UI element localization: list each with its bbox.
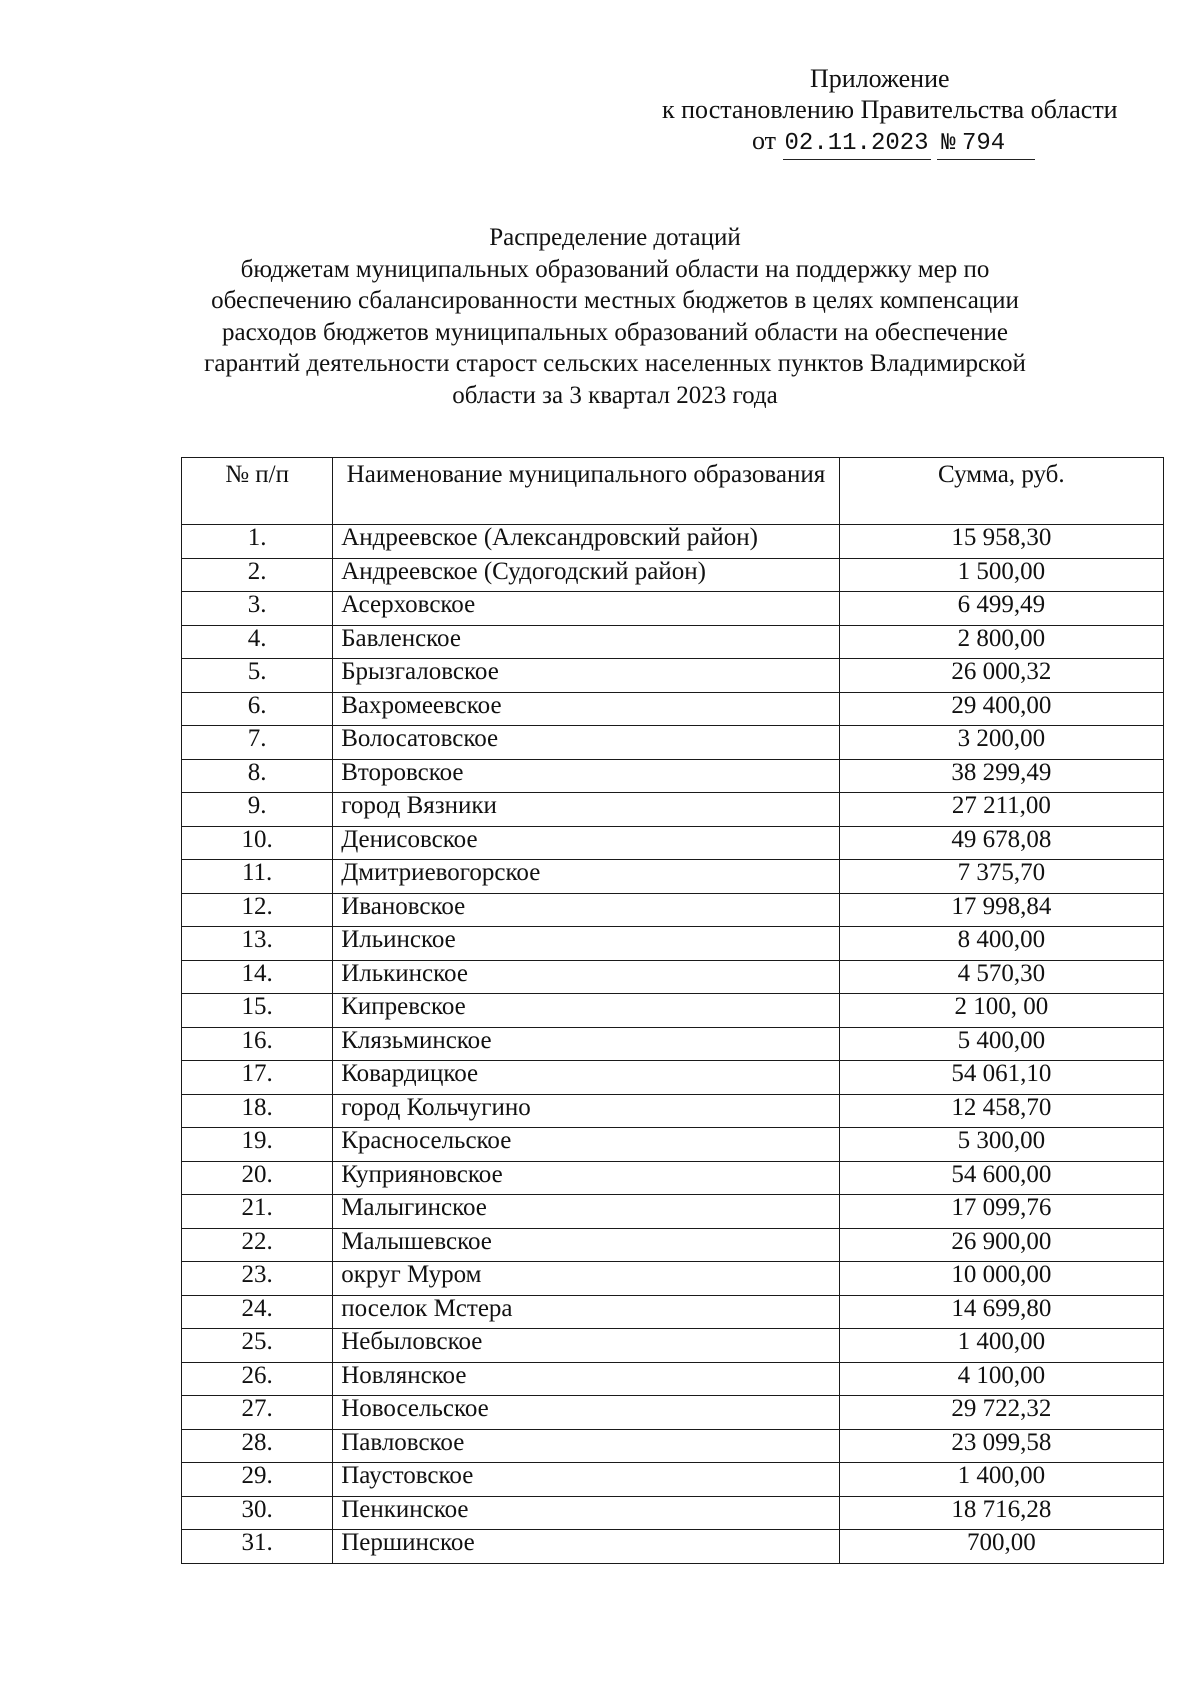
row-number: 18. <box>182 1094 333 1128</box>
row-number: 29. <box>182 1463 333 1497</box>
row-sum: 54 061,10 <box>839 1061 1163 1095</box>
row-sum: 700,00 <box>839 1530 1163 1564</box>
table-row <box>182 692 1164 726</box>
row-sum: 23 099,58 <box>839 1429 1163 1463</box>
distribution-table <box>181 457 1164 1564</box>
date-prefix: от <box>752 126 777 155</box>
row-number: 16. <box>182 1027 333 1061</box>
row-number: 1. <box>182 525 333 559</box>
row-name: округ Муром <box>333 1262 840 1296</box>
row-name: Красносельское <box>333 1128 840 1162</box>
table-row <box>182 1463 1164 1497</box>
row-number: 30. <box>182 1496 333 1530</box>
table-row <box>182 1362 1164 1396</box>
row-sum: 18 716,28 <box>839 1496 1163 1530</box>
table-row <box>182 1530 1164 1564</box>
row-number: 25. <box>182 1329 333 1363</box>
row-name: Дмитриевогорское <box>333 860 840 894</box>
table-header-row <box>182 458 1164 525</box>
row-number: 3. <box>182 592 333 626</box>
table-row <box>182 1262 1164 1296</box>
title-line-2: бюджетам муниципальных образований области на поддержку мер по <box>240 255 990 283</box>
table-row <box>182 659 1164 693</box>
row-sum: 3 200,00 <box>839 726 1163 760</box>
row-sum: 2 100, 00 <box>839 994 1163 1028</box>
row-number: 22. <box>182 1228 333 1262</box>
row-sum: 12 458,70 <box>839 1094 1163 1128</box>
header-name: Наименование муниципального образования <box>333 458 840 525</box>
table-row <box>182 1195 1164 1229</box>
row-name: Першинское <box>333 1530 840 1564</box>
row-number: 9. <box>182 793 333 827</box>
table-row <box>182 558 1164 592</box>
row-sum: 29 722,32 <box>839 1396 1163 1430</box>
appendix-block <box>600 63 1160 156</box>
row-number: 11. <box>182 860 333 894</box>
row-sum: 2 800,00 <box>839 625 1163 659</box>
table-row <box>182 960 1164 994</box>
row-sum: 5 300,00 <box>839 1128 1163 1162</box>
row-number: 31. <box>182 1530 333 1564</box>
table-row <box>182 1396 1164 1430</box>
row-sum: 49 678,08 <box>839 826 1163 860</box>
appendix-date-line <box>752 125 1200 156</box>
row-number: 28. <box>182 1429 333 1463</box>
row-number: 4. <box>182 625 333 659</box>
row-number: 17. <box>182 1061 333 1095</box>
row-name: Пенкинское <box>333 1496 840 1530</box>
title-line-3: обеспечению сбалансированности местных бюджетов в целях компенсации <box>211 287 1019 314</box>
row-sum: 38 299,49 <box>839 759 1163 793</box>
number-sign: № <box>941 130 956 157</box>
row-sum: 54 600,00 <box>839 1161 1163 1195</box>
row-number: 12. <box>182 893 333 927</box>
row-name: Андреевское (Судогодский район) <box>333 558 840 592</box>
table-row <box>182 1295 1164 1329</box>
row-number: 21. <box>182 1195 333 1229</box>
table-row <box>182 1128 1164 1162</box>
table-row <box>182 927 1164 961</box>
row-sum: 5 400,00 <box>839 1027 1163 1061</box>
row-number: 19. <box>182 1128 333 1162</box>
table-row <box>182 1094 1164 1128</box>
row-sum: 26 000,32 <box>839 659 1163 693</box>
row-name: город Вязники <box>333 793 840 827</box>
table-row <box>182 860 1164 894</box>
appendix-label: Приложение <box>810 64 950 93</box>
appendix-resolution: к постановлению Правительства области <box>662 95 1118 124</box>
row-number: 8. <box>182 759 333 793</box>
row-name: Павловское <box>333 1429 840 1463</box>
row-number: 23. <box>182 1262 333 1296</box>
table-row <box>182 1496 1164 1530</box>
row-name: Андреевское (Александровский район) <box>333 525 840 559</box>
row-number: 7. <box>182 726 333 760</box>
row-number: 14. <box>182 960 333 994</box>
row-name: Бавленское <box>333 625 840 659</box>
row-number: 5. <box>182 659 333 693</box>
row-number: 24. <box>182 1295 333 1329</box>
row-sum: 7 375,70 <box>839 860 1163 894</box>
table-row <box>182 1429 1164 1463</box>
row-number: 13. <box>182 927 333 961</box>
title-line-6: области за 3 квартал 2023 года <box>452 381 778 409</box>
row-number: 26. <box>182 1362 333 1396</box>
row-sum: 15 958,30 <box>839 525 1163 559</box>
row-name: город Кольчугино <box>333 1094 840 1128</box>
row-number: 6. <box>182 692 333 726</box>
row-name: Небыловское <box>333 1329 840 1363</box>
table-row <box>182 525 1164 559</box>
title-line-4: расходов бюджетов муниципальных образований области на обеспечение <box>222 318 1008 346</box>
row-sum: 6 499,49 <box>839 592 1163 626</box>
row-number: 15. <box>182 994 333 1028</box>
row-number: 20. <box>182 1161 333 1195</box>
number-field <box>937 125 1035 160</box>
row-sum: 8 400,00 <box>839 927 1163 961</box>
header-sum: Сумма, руб. <box>839 458 1163 525</box>
table-row <box>182 1027 1164 1061</box>
row-sum: 1 400,00 <box>839 1463 1163 1497</box>
row-name: Новосельское <box>333 1396 840 1430</box>
row-number: 2. <box>182 558 333 592</box>
row-name: Клязьминское <box>333 1027 840 1061</box>
row-name: Ивановское <box>333 893 840 927</box>
table-body <box>182 525 1164 1564</box>
row-name: Куприяновское <box>333 1161 840 1195</box>
row-number: 27. <box>182 1396 333 1430</box>
table-row <box>182 759 1164 793</box>
row-name: Новлянское <box>333 1362 840 1396</box>
table-row <box>182 826 1164 860</box>
row-name: Паустовское <box>333 1463 840 1497</box>
row-name: Малыгинское <box>333 1195 840 1229</box>
row-name: Илькинское <box>333 960 840 994</box>
row-sum: 1 500,00 <box>839 558 1163 592</box>
row-name: Кипревское <box>333 994 840 1028</box>
row-sum: 29 400,00 <box>839 692 1163 726</box>
row-sum: 27 211,00 <box>839 793 1163 827</box>
row-name: Вахромеевское <box>333 692 840 726</box>
title-line-5: гарантий деятельности старост сельских населенных пунктов Владимирской <box>204 350 1026 377</box>
row-name: Второвское <box>333 759 840 793</box>
table-row <box>182 1161 1164 1195</box>
table-row <box>182 1329 1164 1363</box>
row-sum: 1 400,00 <box>839 1329 1163 1363</box>
table-row <box>182 994 1164 1028</box>
title-line-1: Распределение дотаций <box>489 224 741 251</box>
row-sum: 4 100,00 <box>839 1362 1163 1396</box>
row-name: Малышевское <box>333 1228 840 1262</box>
row-number: 10. <box>182 826 333 860</box>
row-name: Асерховское <box>333 592 840 626</box>
row-name: Брызгаловское <box>333 659 840 693</box>
row-sum: 10 000,00 <box>839 1262 1163 1296</box>
table-row <box>182 793 1164 827</box>
number-value: 794 <box>961 130 1006 157</box>
header-num: № п/п <box>182 458 333 525</box>
table-row <box>182 726 1164 760</box>
row-sum: 14 699,80 <box>839 1295 1163 1329</box>
row-sum: 17 099,76 <box>839 1195 1163 1229</box>
row-sum: 17 998,84 <box>839 893 1163 927</box>
table-row <box>182 1228 1164 1262</box>
row-sum: 4 570,30 <box>839 960 1163 994</box>
row-name: Ильинское <box>333 927 840 961</box>
row-sum: 26 900,00 <box>839 1228 1163 1262</box>
row-name: Волосатовское <box>333 726 840 760</box>
table-row <box>182 893 1164 927</box>
table-row <box>182 1061 1164 1095</box>
table-row <box>182 592 1164 626</box>
table-row <box>182 625 1164 659</box>
date-field: 02.11.2023 <box>783 128 931 160</box>
document-title <box>160 222 1070 411</box>
row-name: поселок Мстера <box>333 1295 840 1329</box>
row-name: Ковардицкое <box>333 1061 840 1095</box>
row-name: Денисовское <box>333 826 840 860</box>
